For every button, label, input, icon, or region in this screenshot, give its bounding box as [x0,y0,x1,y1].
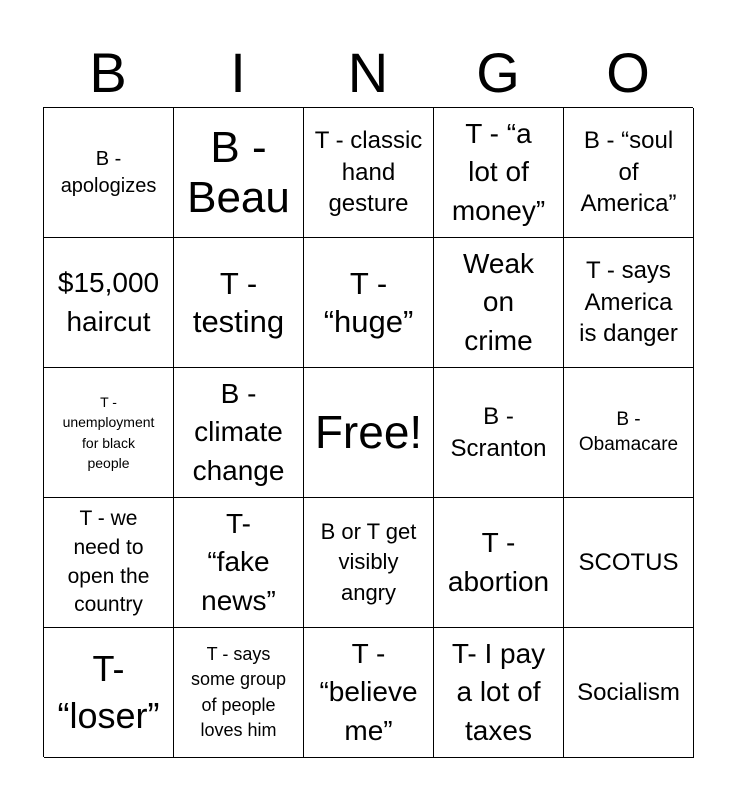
bingo-cell-r2c1[interactable]: $15,000 haircut [44,238,174,368]
bingo-cell-r2c4[interactable]: Weak on crime [434,238,564,368]
bingo-cell-r1c3[interactable]: T - classic hand gesture [304,108,434,238]
bingo-cell-r4c4[interactable]: T - abortion [434,498,564,628]
bingo-card [43,107,693,757]
bingo-cell-r1c4[interactable]: T - “a lot of money” [434,108,564,238]
header-letter-n: N [347,41,389,104]
bingo-cell-r5c4[interactable]: T- I pay a lot of taxes [434,628,564,758]
bingo-cell-r3c2[interactable]: B - climate change [174,368,304,498]
header-letter-i: I [230,41,246,104]
bingo-cell-r1c2[interactable]: B - Beau [174,108,304,238]
header-letter-g: G [476,41,520,104]
bingo-cell-r2c2[interactable]: T - testing [174,238,304,368]
bingo-cell-r1c1[interactable]: B - apologizes [44,108,174,238]
bingo-header [43,40,693,106]
bingo-cell-r5c2[interactable]: T - says some group of people loves him [174,628,304,758]
bingo-cell-free[interactable]: Free! [304,368,434,498]
bingo-cell-r2c5[interactable]: T - says America is danger [564,238,694,368]
bingo-cell-r5c1[interactable]: T- “loser” [44,628,174,758]
bingo-cell-r5c5[interactable]: Socialism [564,628,694,758]
bingo-cell-r4c5[interactable]: SCOTUS [564,498,694,628]
bingo-cell-r3c5[interactable]: B - Obamacare [564,368,694,498]
bingo-cell-r3c4[interactable]: B - Scranton [434,368,564,498]
bingo-cell-r4c3[interactable]: B or T get visibly angry [304,498,434,628]
bingo-cell-r2c3[interactable]: T - “huge” [304,238,434,368]
header-letter-b: B [89,41,127,104]
bingo-cell-r1c5[interactable]: B - “soul of America” [564,108,694,238]
bingo-cell-r4c1[interactable]: T - we need to open the country [44,498,174,628]
header-letter-o: O [606,41,650,104]
bingo-cell-r3c1[interactable]: T - unemployment for black people [44,368,174,498]
bingo-cell-r5c3[interactable]: T - “believe me” [304,628,434,758]
bingo-cell-r4c2[interactable]: T- “fake news” [174,498,304,628]
